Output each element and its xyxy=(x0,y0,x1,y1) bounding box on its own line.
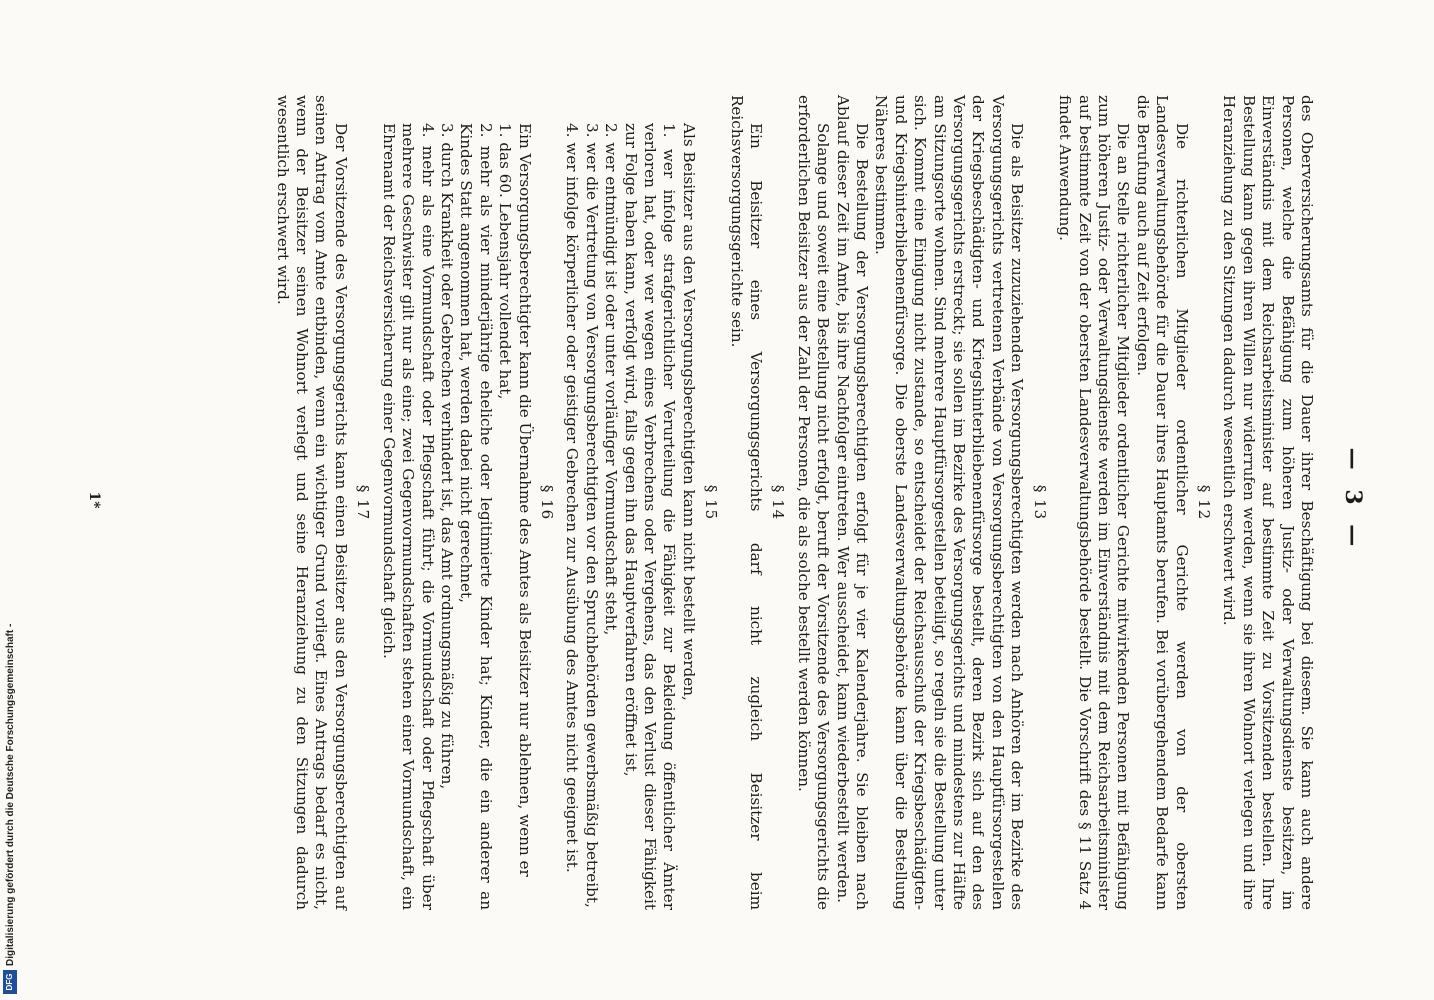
section-12-paragraph-2: Die an Stelle richterlicher Mitglieder ordentlicher Gerichte mitwirkenden Personen mit Befähigung zum höheren Justiz- oder Verwaltungsdienste werden im Einverständnis mit dem Reichsarbeitsminister auf bestimmte Zeit von der obersten Landesverwaltungsbehörde bestellt. Die Vorschrift des § 11 Satz 4 findet Anwendung. xyxy=(1056,95,1133,910)
section-15-paragraph-1: Als Beisitzer aus den Versorgungsberechtigten kann nicht bestellt werden, xyxy=(679,123,698,701)
section-15-item: 1. wer infolge strafgerichtlicher Verurteilung die Fähigkeit zur Bekleidung öffentlicher Ämter verloren hat, oder wer wegen eines Verbrechens oder Vergehens, das den Verlust dieser Fähigkeit zur Folge haben kann, verfolgt wird, falls gegen ihn das Hauptverfahren eröffnet ist, xyxy=(621,123,679,910)
section-13-paragraph-3: Solange und soweit eine Bestellung nicht erfolgt, beruft der Vorsitzende des Versorgungsgerichts die erforderlichen Beisitzer aus der Zahl der Personen, die als solche bestellt werden können. xyxy=(794,95,833,910)
section-16-item: 3. durch Krankheit oder Gebrechen verhindert ist, das Amt ordnungsmäßig zu führen, xyxy=(437,123,456,790)
section-12-heading: § 12 xyxy=(1194,484,1213,521)
section-13-paragraph-2: Die Bestellung der Versorgungsberechtigten erfolgt für je vier Kalenderjahre. Sie bleiben nach Ablauf dieser Zeit im Amte, bis ihre Nachfolger eintreten. Wer ausscheidet, kann wiederbestellt werden. xyxy=(833,95,872,910)
section-15-item: 3. wer die Vertretung von Versorgungsberechtigten vor den Spruchbehörden gewerbsmäßig betreibt, xyxy=(582,123,601,908)
section-15-heading: § 15 xyxy=(702,484,721,521)
section-13-heading: § 13 xyxy=(1030,484,1049,521)
section-14-heading: § 14 xyxy=(769,484,788,521)
digitization-note: Digitalisierung gefördert durch die Deutsche Forschungsgemeinschaft - xyxy=(4,623,16,966)
document-body xyxy=(272,95,1316,910)
section-16-item: 4. mehr als eine Vormundschaft oder Pflegschaft führt; die Vormundschaft oder Pflegschaft über mehrere Geschwister gilt nur als eine; zwei Gegenvormundschaften stehen einer Vormundschaft, ein Ehrenamt der Reichsversicherung einer Gegenvormundschaft gleich. xyxy=(379,123,437,910)
dfg-logo-icon: DFG xyxy=(3,970,17,994)
section-12-paragraph-1: Die richterlichen Mitglieder ordentlicher Gerichte werden von der obersten Landesverwaltungsbehörde für die Dauer ihres Hauptamts berufen. Bei vorübergehendem Bedarfe kann die Berufung auch auf Zeit erfolgen. xyxy=(1133,95,1191,910)
page-number: — 3 — xyxy=(1340,447,1366,553)
section-16-paragraph-1: Ein Versorgungsberechtigter kann die Übernahme des Amtes als Beisitzer nur ablehnen, wenn er xyxy=(515,123,534,877)
section-13-paragraph-1: Die als Beisitzer zuzuziehenden Versorgungsberechtigten werden nach Anhören der im Bezirke des Versorgungsgerichts vertretenen Verbände von Versorgungsberechtigten von den Hauptfürsorgestellen der Kriegsbeschädigten- und Kriegshinterbliebenenfürsorge bestellt, deren Bezirk sich auf den des Versorgungsgerichts erstreckt; sie sollen im Bezirke des Versorgungsgerichts und mindestens zur Hälfte am Sitzungsorte wohnen. Sind mehrere Hauptfürsorgestellen beteiligt, so regeln sie die Bestellung unter sich. Kommt eine Einigung nicht zustande, so entscheidet der Reichsausschuß der Kriegsbeschädigten- und Kriegshinterbliebenenfürsorge. Die oberste Landesverwaltungsbehörde kann über die Bestellung Näheres bestimmen. xyxy=(872,95,1027,910)
section-16-item: 2. mehr als vier minderjährige eheliche oder legitimierte Kinder hat; Kinder, die ein anderer an Kindes Statt angenommen hat, werden dabei nicht gerechnet, xyxy=(457,123,495,910)
section-15-item: 4. wer infolge körperlicher oder geistiger Gebrechen zur Ausübung des Amtes nicht geeignet ist. xyxy=(563,123,582,873)
signature-mark: 1* xyxy=(86,491,102,509)
section-17-heading: § 17 xyxy=(354,484,373,521)
section-16-item: 1. das 60. Lebensjahr vollendet hat, xyxy=(496,123,515,400)
section-17-paragraph-1: Der Vorsitzende des Versorgungsgerichts kann einen Beisitzer aus den Versorgungsberechtigten auf seinen Antrag vom Amte entbinden, wenn ein wichtiger Grund vorliegt. Eines Antrags bedarf es nicht, wenn der Beisitzer seinen Wohnort verlegt und seine Heranziehung zu den Sitzungen dadurch wesentlich erschwert wird. xyxy=(273,95,350,910)
digitization-strip xyxy=(0,0,20,1000)
section-15-item: 2. wer entmündigt ist oder unter vorläufiger Vormundschaft steht, xyxy=(602,123,621,636)
section-16-heading: § 16 xyxy=(537,484,556,521)
intro-paragraph: des Oberversicherungsamts für die Dauer ihrer Beschäftigung bei diesem. Sie kann auch andere Personen, welche die Befähigung zum höheren Justiz- oder Verwaltungsdienste besitzen, im Einverständnis mit dem Reichsarbeitsminister auf bestimmte Zeit zu Vorsitzenden bestellen. Ihre Bestellung kann gegen ihren Willen nur widerrufen werden, wenn sie ihren Wohnort verlegen und ihre Heranziehung zu den Sitzungen dadurch wesentlich erschwert wird. xyxy=(1220,95,1316,910)
section-14-paragraph-1: Ein Beisitzer eines Versorgungsgerichts darf nicht zugleich Beisitzer beim Reichsversorgungsgerichte sein. xyxy=(727,95,766,910)
